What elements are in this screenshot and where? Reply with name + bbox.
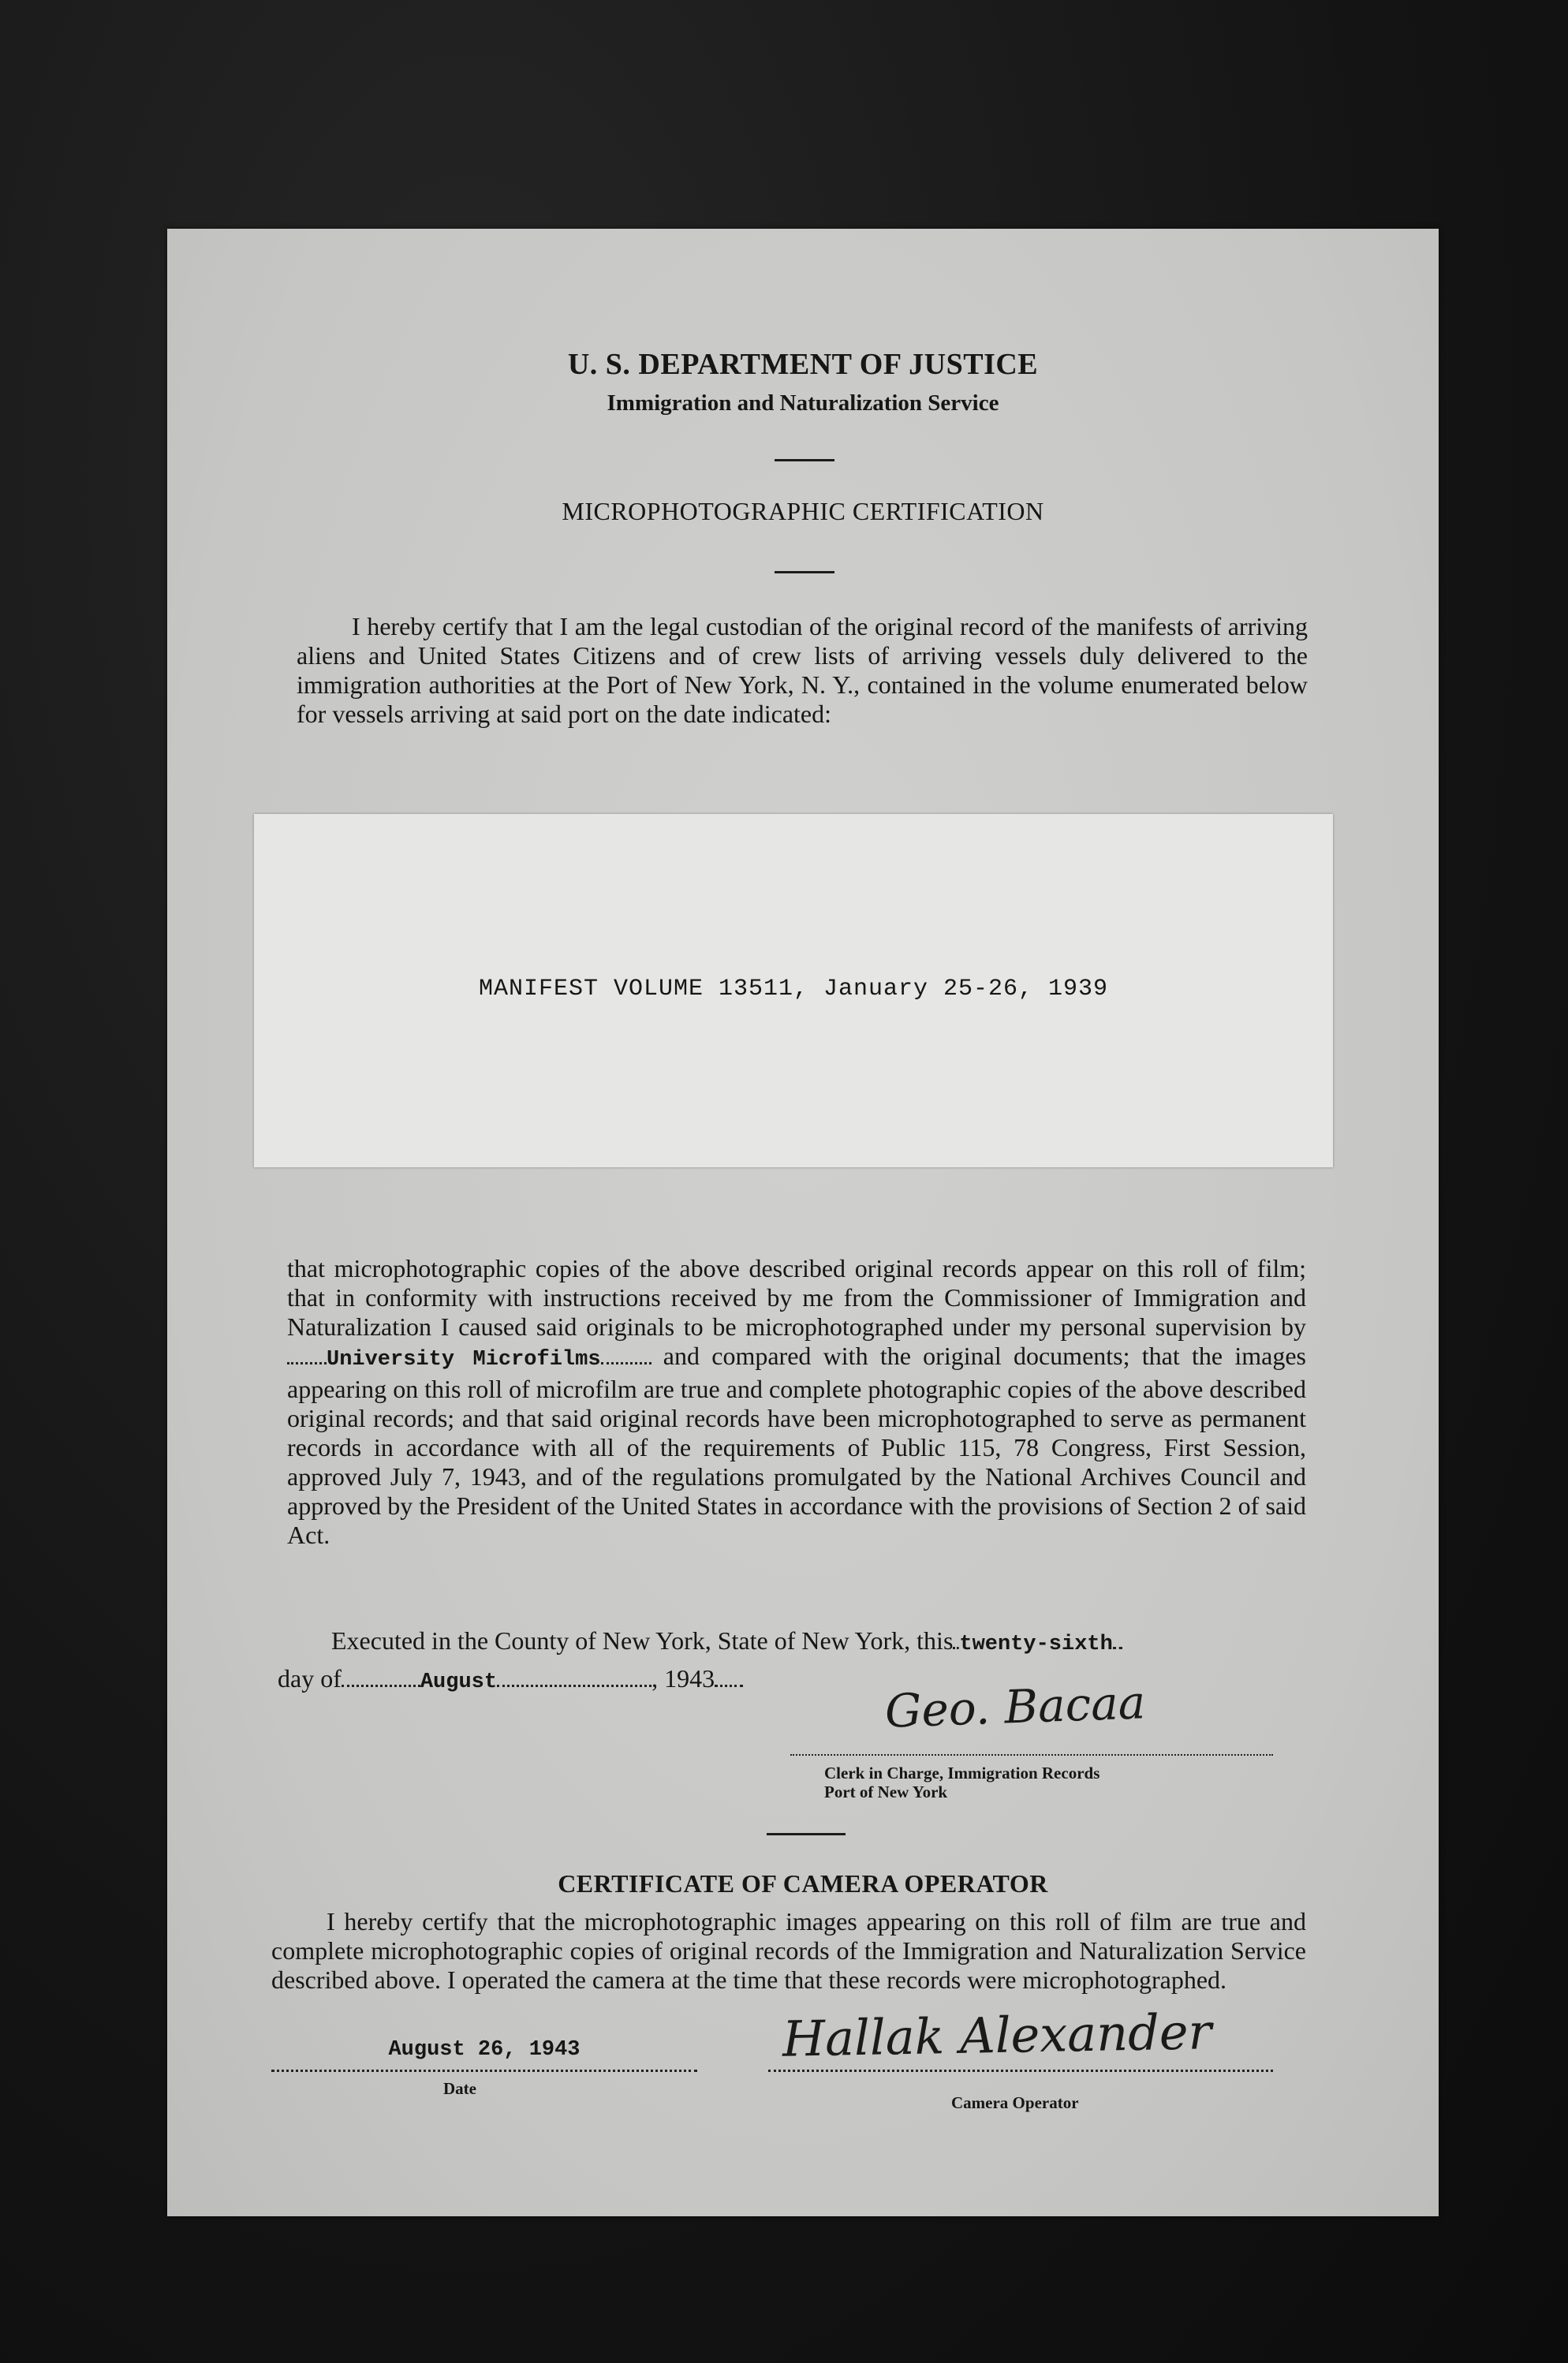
executed-month: August bbox=[420, 1671, 498, 1694]
certificate-page bbox=[167, 229, 1439, 2216]
divider-middle bbox=[775, 571, 834, 573]
date-label: Date bbox=[443, 2079, 476, 2098]
divider-bottom bbox=[767, 1833, 846, 1835]
executed-line bbox=[331, 1626, 1317, 1656]
executed-day: twenty-sixth bbox=[959, 1633, 1113, 1656]
body-paragraph bbox=[287, 1254, 1306, 1550]
camera-date-value: August 26, 1943 bbox=[388, 2038, 581, 2062]
executed-text: Executed in the County of New York, State of New York, this bbox=[331, 1626, 954, 1655]
camera-certificate-text: I hereby certify that the microphotographic images appearing on this roll of film are true and complete microphotographic copies of original records of the Immigration and Naturalization Service described above. I operated the camera at the time that these records were microphotographed. bbox=[271, 1907, 1306, 1994]
date-line bbox=[271, 2070, 697, 2072]
clerk-title bbox=[824, 1764, 1099, 1801]
operator-signature: Hallak Alexander bbox=[782, 2003, 1212, 2068]
certification-title: MICROPHOTOGRAPHIC CERTIFICATION bbox=[562, 497, 1044, 525]
operator-line bbox=[768, 2070, 1273, 2072]
divider-top bbox=[775, 459, 834, 461]
clerk-title-line1: Clerk in Charge, Immigration Records bbox=[824, 1764, 1100, 1783]
clerk-signature-line bbox=[790, 1754, 1273, 1756]
body-text-part1: that microphotographic copies of the above described original records appear on this roll of film; that in conformity with instructions received by me from the Commissioner of Immigration and Naturalization I caused said originals to be microphotographed under my personal supervision by bbox=[287, 1254, 1306, 1341]
intro-paragraph: I hereby certify that I am the legal custodian of the original record of the manifests of arriving aliens and United States Citizens and of crew lists of arriving vessels duly delivered to the immigration authorities at the Port of New York, N. Y., contained in the volume enumerated below for vessels arriving at said port on the date indicated: bbox=[297, 612, 1308, 728]
service-subheading: Immigration and Naturalization Service bbox=[607, 390, 999, 416]
clerk-title-line2: Port of New York bbox=[824, 1783, 948, 1801]
operator-label: Camera Operator bbox=[951, 2093, 1079, 2112]
day-of-label: day of bbox=[278, 1664, 342, 1693]
date-field bbox=[271, 2038, 697, 2062]
microfilmer-name: University Microfilms bbox=[327, 1348, 601, 1372]
manifest-volume-label: MANIFEST VOLUME 13511, January 25-26, 1939 bbox=[478, 976, 1109, 1002]
body-text-part2: and compared with the original documents; that the images appearing on this roll of microfilm are true and complete photographic copies of the above described original records; and that said original records have been microphotographed to serve as permanent records in accordance with all of the requirements of Public 115, 78 Congress, First Session, approved July 7, 1943, and of the regulations promulgated by the National Archives Council and approved by the President of the United States in accordance with the provisions of Section 2 of said Act. bbox=[287, 1342, 1307, 1549]
volume-label-strip bbox=[254, 814, 1333, 1167]
department-heading: U. S. DEPARTMENT OF JUSTICE bbox=[567, 348, 1039, 381]
camera-certificate-title: CERTIFICATE OF CAMERA OPERATOR bbox=[558, 1869, 1048, 1898]
executed-year: , 1943 bbox=[651, 1664, 715, 1693]
clerk-signature: Geo. Bacaa bbox=[883, 1675, 1147, 1738]
executed-date-line bbox=[278, 1664, 877, 1694]
